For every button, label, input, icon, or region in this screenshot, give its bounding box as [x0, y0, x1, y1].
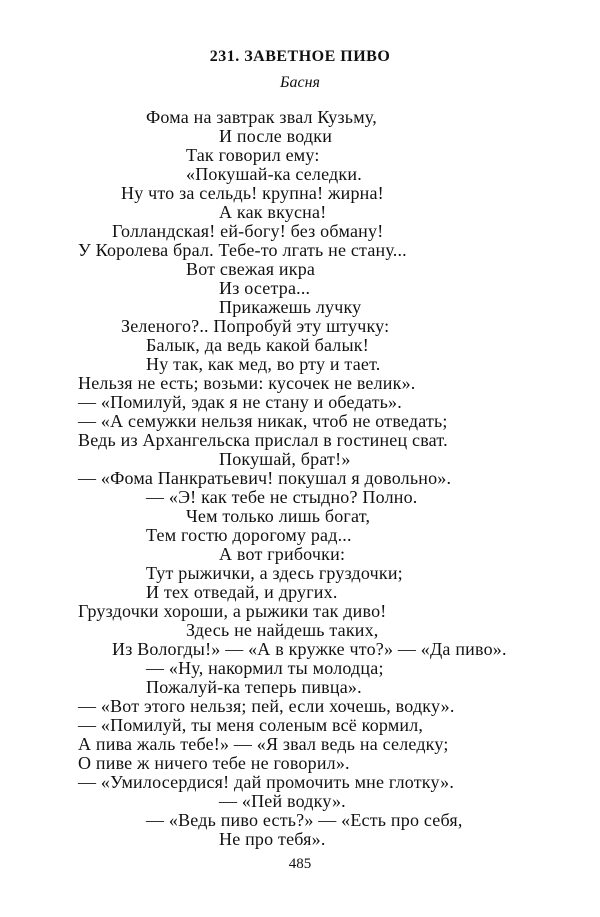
poem-line: Балык, да ведь какой балык!: [146, 335, 369, 355]
poem-line: Тем гостю дорогому рад...: [146, 525, 352, 545]
poem-line: — «Вот этого нельзя; пей, если хочешь, водку».: [78, 696, 455, 716]
poem-line: «Покушай-ка селедки.: [186, 164, 362, 184]
poem-line: А как вкусна!: [219, 202, 327, 222]
poem-line: Не про тебя».: [219, 829, 326, 849]
poem-line: — «Умилосердися! дай промочить мне глотку».: [78, 772, 455, 792]
poem-title: 231. ЗАВЕТНОЕ ПИВО: [209, 48, 391, 65]
poem-line: Вот свежая икра: [186, 259, 316, 279]
poem-line: Из Вологды!» — «А в кружке что?» — «Да пиво».: [112, 639, 507, 659]
poem-line: А пива жаль тебе!» — «Я звал ведь на селедку;: [78, 734, 449, 754]
poem-line: Нельзя не есть; возьми: кусочек не велик».: [78, 373, 416, 393]
poem-line: Ну что за сельдь! крупна! жирна!: [121, 183, 384, 203]
poem-line: Прикажешь лучку: [219, 297, 362, 317]
poem-line: — «Помилуй, эдак я не стану и обедать».: [78, 392, 402, 412]
poem-line: Здесь не найдешь таких,: [186, 620, 379, 640]
poem-line: Груздочки хороши, а рыжики так диво!: [78, 601, 387, 621]
poem-line: И после водки: [219, 126, 333, 146]
poem-line: Фома на завтрак звал Кузьму,: [146, 107, 377, 127]
poem-line: — «Э! как тебе не стыдно? Полно.: [146, 487, 418, 507]
poem-line: — «А семужки нельзя никак, чтоб не отведать;: [78, 411, 448, 431]
poem-line: Тут рыжички, а здесь груздочки;: [146, 563, 403, 583]
poem-subtitle: Басня: [280, 74, 320, 91]
poem-line: Чем только лишь богат,: [186, 506, 371, 526]
poem-line: — «Ну, накормил ты молодца;: [146, 658, 384, 678]
poem-line: — «Пей водку».: [219, 791, 346, 811]
page-number: 485: [288, 856, 312, 872]
poem-line: — «Фома Панкратьевич! покушал я довольно».: [78, 468, 452, 488]
poem-line: А вот грибочки:: [219, 544, 346, 564]
poem-line: И тех отведай, и других.: [146, 582, 338, 602]
poem-line: Ведь из Архангельска прислал в гостинец сват.: [78, 430, 448, 450]
poem-line: О пиве ж ничего тебе не говорил».: [78, 753, 350, 773]
poem-line: Голландская! ей-богу! без обману!: [112, 221, 384, 241]
poem-line: Пожалуй-ка теперь пивца».: [146, 677, 362, 697]
poem-line: Ну так, как мед, во рту и тает.: [146, 354, 381, 374]
poem-line: Из осетра...: [219, 278, 311, 298]
poem-line: Так говорил ему:: [186, 145, 320, 165]
poem-line: — «Помилуй, ты меня соленым всё кормил,: [78, 715, 424, 735]
poem-line: — «Ведь пиво есть?» — «Есть про себя,: [146, 810, 463, 830]
poem-line: У Королева брал. Тебе-то лгать не стану...: [78, 240, 407, 260]
poem-line: Зеленого?.. Попробуй эту штучку:: [121, 316, 390, 336]
poem-line: Покушай, брат!»: [219, 449, 351, 469]
